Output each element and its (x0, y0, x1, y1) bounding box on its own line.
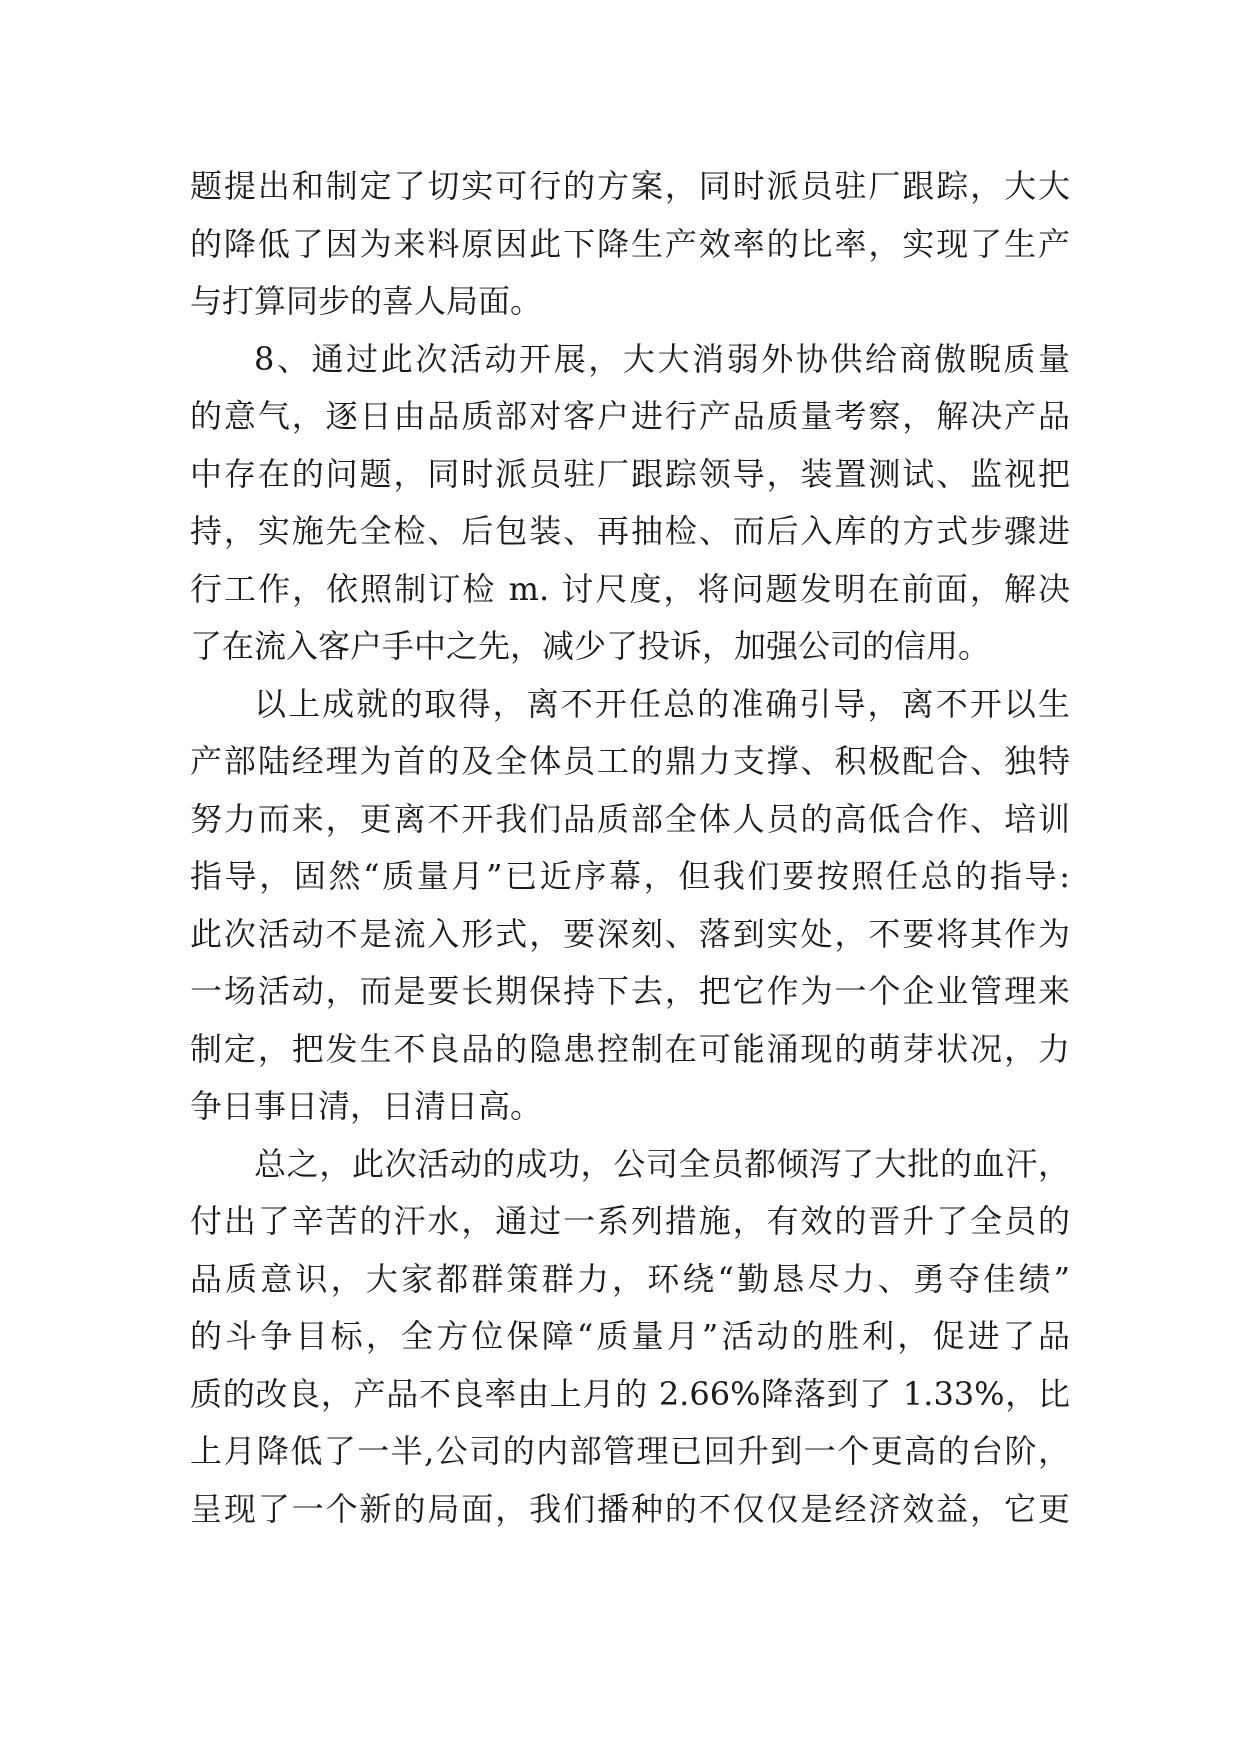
text-line: 付出了辛苦的汗水，通过一系列措施，有效的晋升了全员的 (190, 1202, 1070, 1240)
text-line: 质的改良，产品不良率由上月的 2.66%降落到了 1.33%，比 (190, 1374, 1070, 1413)
text-line: 行工作，依照制订检 m. 讨尺度，将问题发明在前面，解决 (190, 569, 1070, 608)
text-line: 的斗争目标，全方位保障“质量月”活动的胜利，促进了品 (190, 1317, 1070, 1355)
text-line: 一场活动，而是要长期保持下去，把它作为一个企业管理来 (190, 972, 1070, 1010)
text-line: 以上成就的取得，离不开任总的准确引导，离不开以生 (254, 684, 1070, 723)
text-line: 品质意识，大家都群策群力，环绕“勤恳尽力、勇夺佳绩” (190, 1259, 1070, 1298)
paragraph (190, 676, 1070, 1136)
text-line: 的降低了因为来料原因此下降生产效率的比率，实现了生产 (190, 224, 1070, 263)
text-line: 与打算同步的喜人局面。 (190, 282, 543, 320)
text-line: 了在流入客户手中之先，减少了投诉，加强公司的信用。 (190, 627, 991, 665)
paragraph (190, 1136, 1070, 1539)
text-line: 持，实施先全检、后包装、再抽检、而后入库的方式步骤进 (190, 512, 1070, 550)
paragraph (190, 331, 1070, 676)
text-line: 争日事日清，日清日高。 (190, 1087, 543, 1125)
paragraph (190, 158, 1070, 331)
text-line: 制定，把发生不良品的隐患控制在可能涌现的萌芽状况，力 (190, 1029, 1070, 1068)
text-line: 此次活动不是流入形式，要深刻、落到实处，不要将其作为 (190, 914, 1070, 953)
text-line: 努力而来，更离不开我们品质部全体人员的高低合作、培训 (190, 799, 1070, 838)
document-body (190, 158, 1070, 1538)
text-line: 8、通过此次活动开展，大大消弱外协供给商傲睨质量 (254, 339, 1070, 378)
text-line: 中存在的问题，同时派员驻厂跟踪领导，装置测试、监视把 (190, 454, 1070, 493)
text-line: 上月降低了一半,公司的内部管理已回升到一个更高的台阶， (190, 1432, 1070, 1470)
text-line: 呈现了一个新的局面，我们播种的不仅仅是经济效益，它更 (190, 1489, 1070, 1528)
text-line: 题提出和制定了切实可行的方案，同时派员驻厂跟踪，大大 (190, 167, 1070, 205)
text-line: 指导，固然“质量月”已近序幕，但我们要按照任总的指导: (190, 857, 1070, 895)
text-line: 总之，此次活动的成功，公司全员都倾泻了大批的血汗， (254, 1144, 1070, 1183)
text-line: 的意气，逐日由品质部对客户进行产品质量考察，解决产品 (190, 397, 1070, 435)
text-line: 产部陆经理为首的及全体员工的鼎力支撑、积极配合、独特 (190, 742, 1070, 780)
